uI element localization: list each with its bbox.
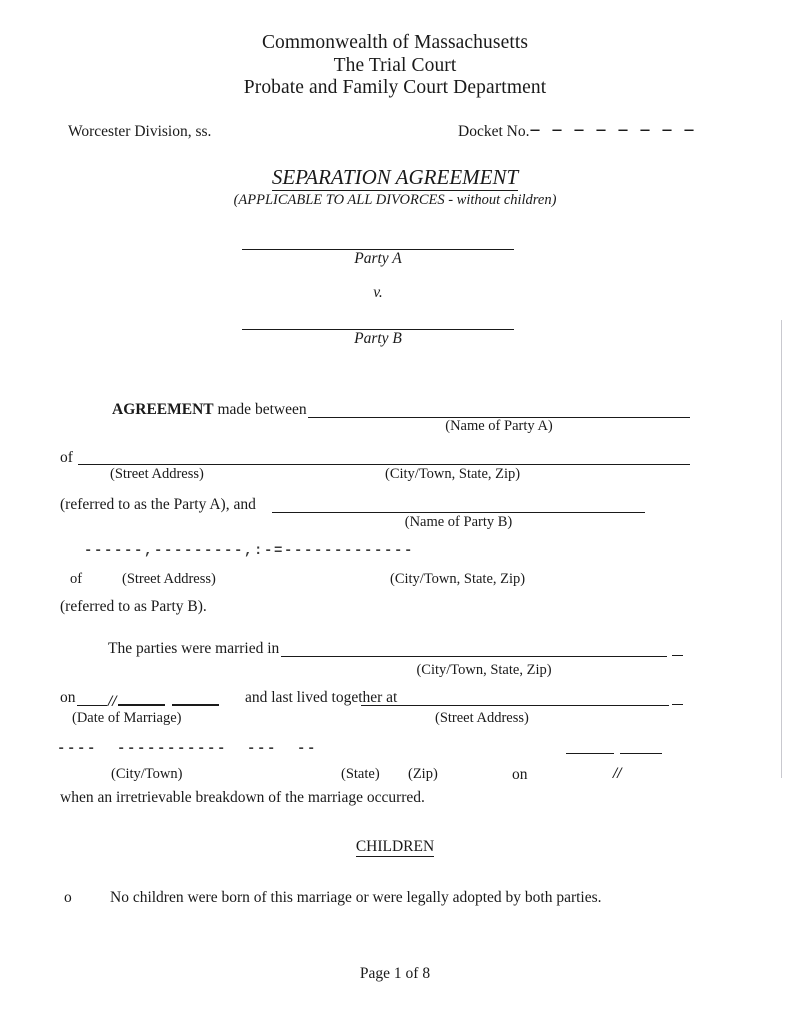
agreement-intro <box>112 401 307 419</box>
referred-to-party-a: (referred to as the Party A), and <box>60 496 256 513</box>
children-checkbox[interactable]: o <box>64 889 72 906</box>
document-title-text: SEPARATION AGREEMENT <box>271 165 519 189</box>
name-of-party-b-blank[interactable] <box>272 512 645 513</box>
document-subtitle: (APPLICABLE TO ALL DIVORCES - without children) <box>233 192 557 208</box>
court-header-line2: The Trial Court <box>333 54 457 76</box>
children-section-heading <box>0 838 790 856</box>
married-in-blank[interactable] <box>281 656 667 657</box>
last-lived-city-blank[interactable]: ---- ----------- --- -- <box>57 741 318 757</box>
party-b-street-label: (Street Address) <box>122 571 216 587</box>
agreement-intro-rest: made between <box>213 401 307 418</box>
last-lived-address-blank[interactable] <box>361 705 669 706</box>
separation-date-blank-1[interactable] <box>566 753 614 754</box>
last-lived-city-label: (City/Town) <box>111 766 183 782</box>
married-in-blank-tail <box>672 655 683 656</box>
separation-date-blank-2[interactable] <box>620 753 662 754</box>
party-a-city-label: (City/Town, State, Zip) <box>385 466 521 482</box>
division-label: Worcester Division, ss. <box>68 123 212 140</box>
party-a-street-label: (Street Address) <box>110 466 204 482</box>
party-a-address-blank[interactable] <box>78 464 690 465</box>
caption-versus: v. <box>373 284 383 301</box>
court-header-line3: Probate and Family Court Department <box>243 77 547 98</box>
married-in-city-label: (City/Town, State, Zip) <box>416 662 552 678</box>
docket-label: Docket No. <box>458 123 530 140</box>
separation-date-slashes: // <box>613 765 622 782</box>
party-b-address-blank[interactable]: ------,---------,:-=------------- <box>84 543 415 559</box>
last-lived-together-text: and last lived together at <box>245 689 398 706</box>
marriage-date-prefix: on <box>60 689 76 706</box>
marriage-date-day-blank[interactable] <box>118 689 165 706</box>
page-footer: Page 1 of 8 <box>359 965 431 982</box>
scan-artifact-line <box>781 320 782 778</box>
name-of-party-b-label: (Name of Party B) <box>404 514 513 530</box>
last-lived-state-label: (State) <box>341 766 380 782</box>
agreement-keyword: AGREEMENT <box>112 401 214 418</box>
marriage-date-field[interactable] <box>77 689 219 711</box>
married-in-text: The parties were married in <box>108 640 280 657</box>
name-of-party-a-label: (Name of Party A) <box>445 418 553 434</box>
irretrievable-breakdown-text: when an irretrievable breakdown of the marriage occurred. <box>60 789 425 806</box>
docket-number-field <box>458 123 695 141</box>
last-lived-address-blank-tail <box>672 704 683 705</box>
last-lived-zip-label: (Zip) <box>408 766 438 782</box>
date-of-marriage-label: (Date of Marriage) <box>72 710 182 726</box>
separation-date-prefix: on <box>512 766 528 783</box>
marriage-date-slashes: // <box>108 693 117 710</box>
caption-label-party-b: Party B <box>354 330 402 347</box>
referred-to-party-b: (referred to as Party B). <box>60 598 207 615</box>
document-title <box>0 165 790 190</box>
caption-label-party-a: Party A <box>354 250 402 267</box>
children-section-heading-text: CHILDREN <box>355 838 435 855</box>
children-option-label: No children were born of this marriage or were legally adopted by both parties. <box>110 889 602 906</box>
marriage-date-year-blank[interactable] <box>172 689 219 706</box>
party-b-address-prefix: of <box>70 571 83 587</box>
court-header-line1: Commonwealth of Massachusetts <box>261 32 529 53</box>
last-lived-street-label: (Street Address) <box>435 710 529 726</box>
party-a-address-prefix: of <box>60 449 73 466</box>
court-header <box>0 32 790 100</box>
marriage-date-month-blank[interactable] <box>77 690 107 706</box>
docket-number-blank: — — — — — — — — <box>530 122 696 139</box>
party-b-city-label: (City/Town, State, Zip) <box>390 571 526 587</box>
